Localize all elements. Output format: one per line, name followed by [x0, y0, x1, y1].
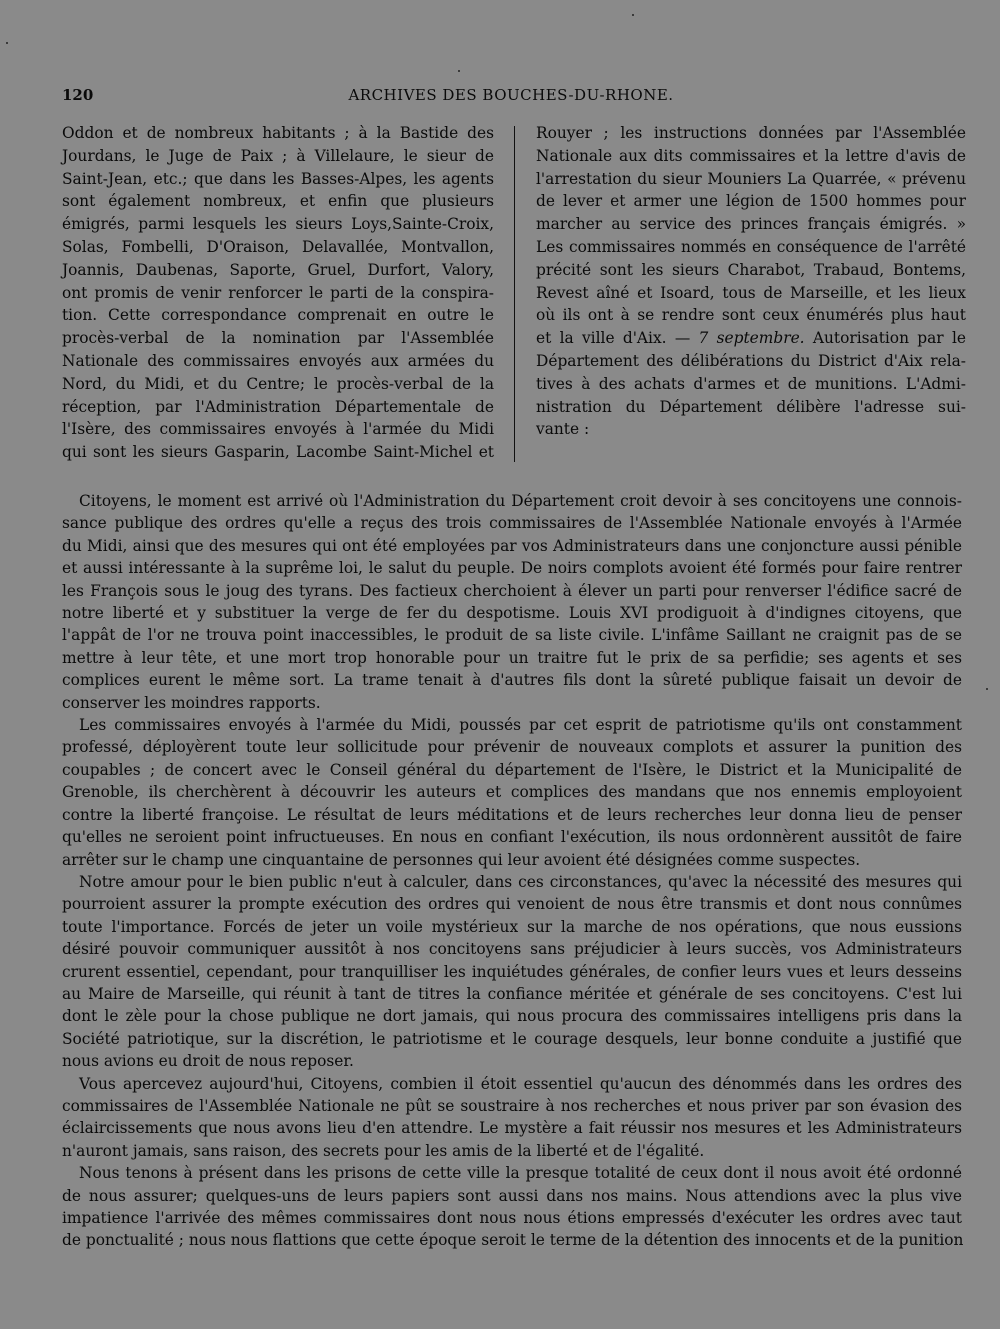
right-line-part: Autorisation par le	[804, 329, 966, 348]
right-line: vante :	[536, 420, 590, 439]
address-line: l'appât de l'or ne trouva point inaccessibles, le produit de sa liste civile. L'infâme Saillant ne craignit pas de se	[62, 626, 962, 645]
right-line: Rouyer ; les instructions données par l'Assemblée	[536, 124, 966, 142]
left-line: qui sont les sieurs Gasparin, Lacombe Saint-Michel et	[62, 443, 494, 462]
right-line: Revest aîné et Isoard, tous de Marseille, et les lieux	[536, 283, 966, 302]
running-title: ARCHIVES DES BOUCHES-DU-RHONE.	[348, 86, 674, 104]
address-line: mettre à leur tête, et une mort trop honorable pour un traitre fut le prix de sa perfidie; ses agents et ses	[62, 648, 962, 667]
address-line: pourroient assurer la prompte exécution des ordres qui venoient de nous être transmis et dont nous connûmes	[62, 895, 962, 914]
page-number: 120	[62, 86, 94, 104]
right-line: l'arrestation du sieur Mouniers La Quarrée, « prévenu	[536, 169, 966, 188]
address-line: arrêter sur le champ une cinquantaine de personnes qui leur avoient été désignées comme suspectes.	[62, 850, 861, 869]
address-line: Grenoble, ils cherchèrent à découvrir les auteurs et complices des mandans que nos ennemis employoient	[62, 783, 962, 802]
address-line: notre liberté et y substituer la verge de fer du despotisme. Louis XVI prodiguoit à d'indignes citoyens, que	[62, 604, 962, 623]
address-line: de nous assurer; quelques-uns de leurs papiers sont aussi dans nos mains. Nous attendions avec la plus vive	[62, 1186, 962, 1205]
column-divider	[514, 126, 515, 462]
address-line: conserver les moindres rapports.	[62, 693, 321, 712]
right-line: où ils ont à se rendre sont ceux énumérés plus haut	[536, 306, 966, 325]
address-line: qu'elles ne seroient point infructueuses. En nous en confiant l'exécution, ils nous ordonnèrent aussitôt de faire	[62, 828, 962, 847]
address-line: crurent essentiel, cependant, pour tranquilliser les inquiétudes générales, de confier leurs vues et leurs desseins	[62, 962, 962, 981]
address-line: Notre amour pour le bien public n'eut à calculer, dans ces circonstances, qu'avec la nécessité des mesures qui	[79, 872, 962, 891]
address-line: Nous tenons à présent dans les prisons de cette ville la presque totalité de ceux dont il nous avoit été ordonné	[79, 1164, 962, 1183]
address-line: contre la liberté françoise. Le résultat de leurs méditations et de leurs recherches leur donna lieu de penser	[62, 805, 962, 824]
left-line: émigrés, parmi lesquels les sieurs Loys,Sainte-Croix,	[62, 215, 494, 234]
scan-speck	[986, 688, 988, 690]
address-line: et aussi intéressante à la suprême loi, le salut du peuple. De noirs complots avoient été formés pour faire rentrer	[62, 559, 962, 578]
left-line: Saint-Jean, etc.; que dans les Basses-Alpes, les agents	[62, 169, 494, 188]
address-line: coupables ; de concert avec le Conseil général du département de l'Isère, le District et la Municipalité de	[62, 760, 962, 779]
right-line: marcher au service des princes français émigrés. »	[536, 215, 966, 234]
right-line: tives à des achats d'armes et de munitions. L'Admi-	[536, 374, 966, 393]
address-line: les François sous le joug des tyrans. Des factieux cherchoient à élever un parti pour renverser l'édifice sacré de	[62, 581, 962, 600]
left-line: Nord, du Midi, et du Centre; le procès-verbal de la	[62, 374, 494, 393]
right-line: nistration du Département délibère l'adresse sui-	[536, 397, 966, 416]
address-line: sance publique des ordres qu'elle a reçus des trois commissaires de l'Assemblée Nationale envoyés à l'Armée	[62, 514, 962, 533]
left-line: Solas, Fombelli, D'Oraison, Delavallée, Montvallon,	[62, 237, 494, 256]
address-line: professé, déployèrent toute leur sollicitude pour prévenir de nouveaux complots et assurer la punition des	[62, 738, 962, 757]
left-line: réception, par l'Administration Départementale de	[62, 397, 494, 416]
address-line: commissaires de l'Assemblée Nationale ne pût se soustraire à nos recherches et nous priver par son évasion des	[62, 1096, 962, 1115]
right-line: Département des délibérations du District d'Aix rela-	[536, 351, 966, 370]
left-line: Nationale des commissaires envoyés aux armées du	[62, 351, 494, 370]
left-line: sont également nombreux, et enfin que plusieurs	[62, 192, 494, 211]
address-line: du Midi, ainsi que des mesures qui ont été employées par vos Administrateurs dans une conjoncture aussi pénible	[62, 536, 962, 555]
address-line: au Maire de Marseille, qui réunit à tant de titres la confiance méritée et générale de ses concitoyens. C'est lui	[62, 984, 962, 1003]
address-line: nous avions eu droit de nous reposer.	[62, 1052, 354, 1071]
address-line: n'auront jamais, sans raison, des secrets pour les amis de la liberté et de l'égalité.	[62, 1141, 705, 1160]
left-line: l'Isère, des commissaires envoyés à l'armée du Midi	[62, 420, 494, 439]
address-line: Citoyens, le moment est arrivé où l'Administration du Département croit devoir à ses concitoyens une connois-	[79, 492, 962, 510]
right-column	[536, 122, 966, 441]
address-line: Société patriotique, sur la discrétion, le patriotisme et le courage desquels, leur bonne conduite a justifié que	[62, 1029, 962, 1048]
address-line: Les commissaires envoyés à l'armée du Midi, poussés par cet esprit de patriotisme qu'ils ont constamment	[79, 716, 962, 735]
scan-speck	[458, 70, 460, 72]
left-line: Jourdans, le Juge de Paix ; à Villelaure, le sieur de	[62, 146, 494, 165]
left-line: tion. Cette correspondance comprenait en outre le	[62, 306, 494, 325]
right-line: de lever et armer une légion de 1500 hommes pour	[536, 192, 966, 211]
address-line: toute l'importance. Forcés de jeter un voile mystérieux sur la marche de nos opérations, que nous eussions	[62, 917, 962, 936]
page-header	[62, 86, 960, 108]
left-line: ont promis de venir renforcer le parti de la conspira-	[62, 283, 494, 302]
left-column	[62, 122, 494, 464]
right-line: précité sont les sieurs Charabot, Trabaud, Bontems,	[536, 260, 966, 279]
right-line-with-date	[536, 327, 966, 350]
right-line: Les commissaires nommés en conséquence de l'arrêté	[536, 237, 966, 256]
left-line: Joannis, Daubenas, Saporte, Gruel, Durfort, Valory,	[62, 260, 494, 279]
right-line: Nationale aux dits commissaires et la lettre d'avis de	[536, 146, 966, 165]
scan-speck	[632, 14, 634, 16]
address-line: dont le zèle pour la chose publique ne dort jamais, qui nous procura des commissaires intelligens pris dans la	[62, 1007, 962, 1026]
scan-speck	[6, 42, 8, 44]
left-line: Oddon et de nombreux habitants ; à la Bastide des	[62, 124, 494, 142]
left-line: procès-verbal de la nomination par l'Assemblée	[62, 329, 494, 348]
address-line: de ponctualité ; nous nous flattions que cette époque seroit le terme de la détention des innocents et de la punition	[62, 1231, 964, 1250]
address-line: Vous apercevez aujourd'hui, Citoyens, combien il étoit essentiel qu'aucun des dénommés dans les ordres des	[79, 1074, 962, 1093]
address-line: désiré pouvoir communiquer aussitôt à nos concitoyens sans préjudicier à leurs succès, vos Administrateurs	[62, 940, 962, 959]
address-line: éclaircissements que nous avons lieu d'en attendre. Le mystère a fait réussir nos mesures et les Administrateurs	[62, 1119, 962, 1138]
address-line: impatience l'arrivée des mêmes commissaires dont nous nous étions empressés d'exécuter les ordres avec taut	[62, 1209, 962, 1227]
two-column-section	[62, 122, 966, 467]
address-line: complices eurent le même sort. La trame tenait à d'autres fils dont la sûreté publique faisait un devoir de	[62, 671, 962, 690]
entry-date: 7 septembre.	[698, 329, 805, 348]
right-line-part: et la ville d'Aix. —	[536, 329, 699, 348]
address-text	[62, 490, 962, 1252]
